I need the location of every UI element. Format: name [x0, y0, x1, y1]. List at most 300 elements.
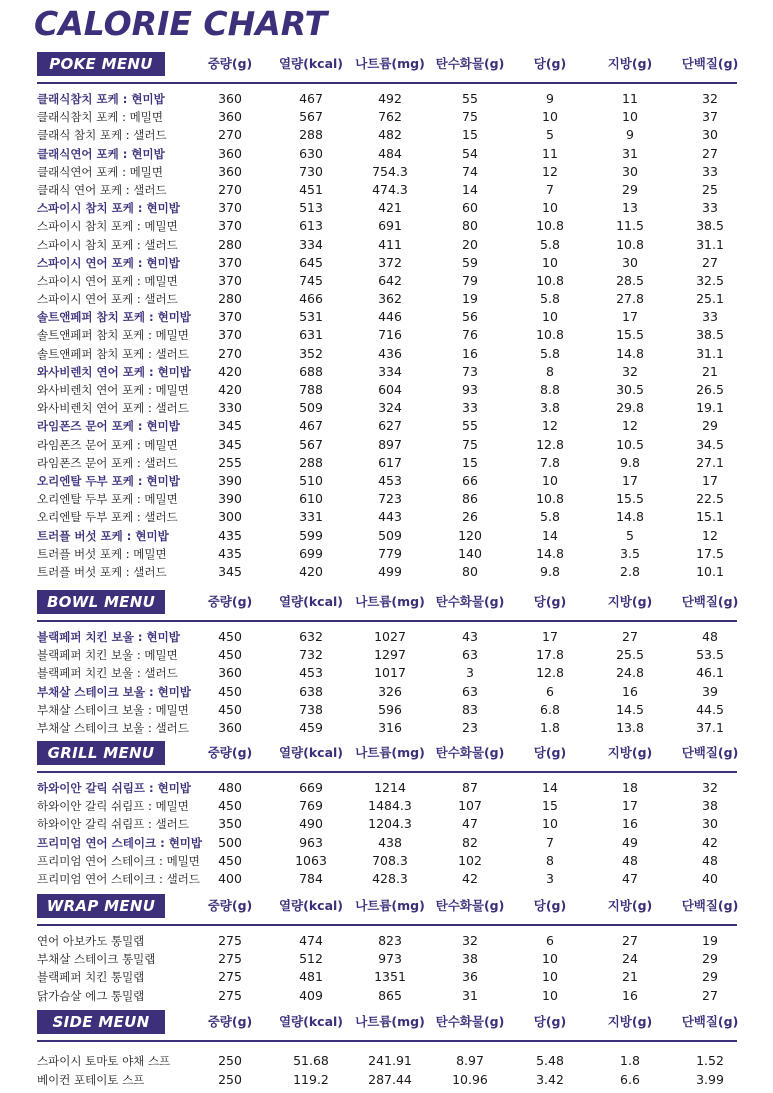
- nutrition-value: 29: [702, 418, 718, 434]
- nutrition-value: 6: [546, 933, 554, 948]
- menu-item-name: 하와이안 갈릭 쉬림프 : 현미밥: [37, 781, 191, 795]
- nutrition-value: 1017: [374, 665, 406, 681]
- nutrition-value: 450: [218, 852, 242, 868]
- nutrition-value: 450: [218, 629, 242, 644]
- nutrition-value: 509: [378, 527, 402, 543]
- section-side-meun: [0, 1010, 773, 1087]
- nutrition-value: 1484.3: [368, 798, 412, 814]
- nutrition-value: 26.5: [696, 382, 724, 397]
- menu-item-name: 오리엔탈 두부 포케 : 현미밥: [37, 473, 180, 488]
- column-header: 탄수화물(g): [435, 594, 505, 609]
- column-header: 지방(g): [607, 898, 653, 913]
- nutrition-value: 973: [378, 951, 402, 967]
- nutrition-value: 31.1: [696, 345, 724, 361]
- nutrition-value: 43: [462, 629, 478, 644]
- nutrition-value: 360: [218, 163, 242, 179]
- column-header: 중량(g): [207, 594, 253, 609]
- nutrition-value: 79: [462, 272, 478, 288]
- nutrition-value: 119.2: [293, 1071, 329, 1087]
- nutrition-value: 32.5: [696, 272, 724, 288]
- nutrition-value: 372: [378, 254, 402, 270]
- column-header: 탄수화물(g): [435, 1014, 505, 1029]
- nutrition-value: 31: [462, 987, 478, 1003]
- nutrition-value: 12: [542, 418, 558, 434]
- nutrition-value: 345: [218, 436, 242, 452]
- nutrition-value: 14.8: [616, 509, 644, 525]
- nutrition-value: 362: [378, 291, 402, 307]
- column-header: 탄수화물(g): [435, 745, 505, 760]
- nutrition-value: 31.1: [696, 236, 724, 252]
- nutrition-value: 13.8: [616, 719, 644, 735]
- section-title-badge: POKE MENU: [37, 52, 165, 76]
- menu-item-name: 프리미엄 연어 스테이크 : 현미밥: [37, 835, 203, 850]
- table-row: [0, 417, 773, 435]
- menu-item-name: 하와이안 갈릭 쉬림프 : 샐러드: [37, 817, 189, 832]
- nutrition-value: 699: [299, 545, 323, 561]
- nutrition-value: 604: [378, 382, 402, 397]
- nutrition-value: 451: [299, 181, 323, 197]
- nutrition-value: 26: [462, 509, 478, 525]
- nutrition-value: 33: [702, 309, 718, 325]
- menu-item-name: 오리엔탈 두부 포케 : 메밀면: [37, 492, 178, 507]
- nutrition-value: 37.1: [696, 719, 724, 735]
- nutrition-value: 55: [462, 91, 478, 106]
- table-rows: [0, 932, 773, 1005]
- nutrition-value: 5: [626, 527, 634, 543]
- menu-item-name: 블랙페퍼 치킨 통밀랩: [37, 970, 145, 985]
- nutrition-value: 10.8: [536, 272, 564, 288]
- nutrition-value: 482: [378, 127, 402, 143]
- nutrition-value: 51.68: [293, 1053, 329, 1068]
- nutrition-value: 5.8: [540, 236, 560, 252]
- table-row: [0, 145, 773, 163]
- table-row: [0, 664, 773, 682]
- nutrition-value: 963: [299, 834, 323, 850]
- nutrition-value: 691: [378, 218, 402, 234]
- nutrition-value: 24.8: [616, 665, 644, 681]
- menu-item-name: 클래식연어 포케 : 메밀면: [37, 164, 163, 179]
- nutrition-value: 15: [542, 798, 558, 814]
- nutrition-value: 645: [299, 254, 323, 270]
- section-grill-menu: [0, 741, 773, 886]
- nutrition-value: 82: [462, 834, 478, 850]
- nutrition-value: 745: [299, 272, 323, 288]
- column-header: 당(g): [533, 594, 567, 609]
- column-header: 나트륨(mg): [355, 1014, 425, 1029]
- nutrition-value: 474: [299, 933, 323, 948]
- nutrition-value: 17.5: [696, 545, 724, 561]
- nutrition-value: 20: [462, 236, 478, 252]
- menu-item-name: 베이컨 포테이토 스프: [37, 1072, 145, 1087]
- nutrition-value: 5: [546, 127, 554, 143]
- nutrition-value: 38.5: [696, 327, 724, 343]
- nutrition-value: 36: [462, 969, 478, 985]
- nutrition-value: 466: [299, 291, 323, 307]
- nutrition-value: 32: [622, 363, 638, 379]
- nutrition-value: 688: [299, 363, 323, 379]
- section-divider: [37, 620, 737, 622]
- menu-item-name: 부채살 스테이크 보울 : 메밀면: [37, 702, 189, 717]
- nutrition-value: 38.5: [696, 218, 724, 234]
- nutrition-value: 17: [702, 472, 718, 488]
- nutrition-value: 6.8: [540, 701, 560, 717]
- nutrition-value: 599: [299, 527, 323, 543]
- table-row: [0, 217, 773, 235]
- nutrition-value: 39: [702, 683, 718, 699]
- nutrition-value: 63: [462, 647, 478, 663]
- nutrition-value: 420: [218, 363, 242, 379]
- nutrition-value: 9: [626, 127, 634, 143]
- nutrition-value: 345: [218, 563, 242, 579]
- nutrition-value: 450: [218, 647, 242, 663]
- table-row: [0, 90, 773, 108]
- table-row: [0, 563, 773, 581]
- nutrition-value: 331: [299, 509, 323, 525]
- nutrition-value: 250: [218, 1071, 242, 1087]
- nutrition-value: 481: [299, 969, 323, 985]
- nutrition-value: 10.5: [616, 436, 644, 452]
- nutrition-value: 10: [542, 816, 558, 832]
- column-header: 당(g): [533, 745, 567, 760]
- nutrition-value: 450: [218, 798, 242, 814]
- nutrition-value: 16: [622, 987, 638, 1003]
- nutrition-value: 14.8: [616, 345, 644, 361]
- nutrition-value: 754.3: [372, 163, 408, 179]
- nutrition-value: 275: [218, 987, 242, 1003]
- nutrition-value: 492: [378, 91, 402, 106]
- nutrition-value: 23: [462, 719, 478, 735]
- nutrition-value: 10.8: [536, 327, 564, 343]
- nutrition-value: 25: [702, 181, 718, 197]
- table-row: [0, 1052, 773, 1071]
- nutrition-value: 596: [378, 701, 402, 717]
- nutrition-value: 509: [299, 400, 323, 416]
- table-row: [0, 472, 773, 490]
- column-header: 나트륨(mg): [355, 898, 425, 913]
- nutrition-value: 59: [462, 254, 478, 270]
- nutrition-value: 34.5: [696, 436, 724, 452]
- menu-item-name: 프리미엄 연어 스테이크 : 메밀면: [37, 853, 200, 868]
- table-row: [0, 646, 773, 664]
- nutrition-value: 613: [299, 218, 323, 234]
- nutrition-value: 510: [299, 472, 323, 488]
- nutrition-value: 27: [622, 629, 638, 644]
- section-poke-menu: [0, 52, 773, 579]
- nutrition-value: 76: [462, 327, 478, 343]
- nutrition-value: 453: [299, 665, 323, 681]
- column-header: 열량(kcal): [278, 594, 344, 609]
- nutrition-value: 241.91: [368, 1053, 412, 1068]
- nutrition-value: 29: [702, 969, 718, 985]
- nutrition-value: 3.42: [536, 1071, 564, 1087]
- nutrition-value: 723: [378, 491, 402, 507]
- nutrition-value: 9.8: [620, 454, 640, 470]
- table-row: [0, 852, 773, 870]
- nutrition-value: 21: [622, 969, 638, 985]
- nutrition-value: 3: [466, 665, 474, 681]
- nutrition-value: 1214: [374, 780, 406, 795]
- nutrition-value: 13: [622, 200, 638, 216]
- nutrition-value: 27.8: [616, 291, 644, 307]
- nutrition-value: 779: [378, 545, 402, 561]
- table-rows: [0, 628, 773, 737]
- nutrition-value: 75: [462, 109, 478, 125]
- nutrition-value: 531: [299, 309, 323, 325]
- nutrition-value: 30: [702, 816, 718, 832]
- table-row: [0, 436, 773, 454]
- nutrition-value: 6.6: [620, 1071, 640, 1087]
- table-row: [0, 870, 773, 888]
- column-header: 열량(kcal): [278, 56, 344, 71]
- nutrition-value: 480: [218, 780, 242, 795]
- nutrition-value: 345: [218, 418, 242, 434]
- nutrition-value: 360: [218, 665, 242, 681]
- nutrition-value: 21: [702, 363, 718, 379]
- column-header: 탄수화물(g): [435, 898, 505, 913]
- nutrition-value: 409: [299, 987, 323, 1003]
- table-row: [0, 834, 773, 852]
- table-row: [0, 545, 773, 563]
- nutrition-value: 334: [299, 236, 323, 252]
- nutrition-value: 716: [378, 327, 402, 343]
- nutrition-value: 500: [218, 834, 242, 850]
- table-row: [0, 527, 773, 545]
- nutrition-value: 370: [218, 309, 242, 325]
- nutrition-value: 443: [378, 509, 402, 525]
- table-row: [0, 1071, 773, 1090]
- column-header: 중량(g): [207, 898, 253, 913]
- nutrition-value: 499: [378, 563, 402, 579]
- nutrition-value: 30: [622, 254, 638, 270]
- nutrition-value: 474.3: [372, 181, 408, 197]
- nutrition-value: 12: [622, 418, 638, 434]
- nutrition-value: 87: [462, 780, 478, 795]
- nutrition-value: 27: [702, 254, 718, 270]
- nutrition-value: 400: [218, 870, 242, 886]
- menu-item-name: 클래식연어 포케 : 현미밥: [37, 146, 165, 161]
- section-header: [0, 1010, 773, 1035]
- nutrition-value: 66: [462, 472, 478, 488]
- column-header: 열량(kcal): [278, 898, 344, 913]
- nutrition-value: 275: [218, 969, 242, 985]
- menu-item-name: 솔트앤페퍼 참치 포케 : 메밀면: [37, 328, 189, 343]
- menu-item-name: 부채살 스테이크 통밀랩: [37, 952, 156, 967]
- nutrition-value: 8: [546, 363, 554, 379]
- column-header: 당(g): [533, 56, 567, 71]
- table-row: [0, 797, 773, 815]
- column-header: 나트륨(mg): [355, 745, 425, 760]
- nutrition-value: 1063: [295, 852, 327, 868]
- nutrition-value: 10: [542, 109, 558, 125]
- menu-item-name: 블랙페퍼 치킨 보울 : 현미밥: [37, 630, 180, 644]
- nutrition-value: 15.5: [616, 327, 644, 343]
- nutrition-value: 610: [299, 491, 323, 507]
- nutrition-value: 44.5: [696, 701, 724, 717]
- nutrition-value: 16: [622, 816, 638, 832]
- nutrition-value: 93: [462, 382, 478, 397]
- nutrition-value: 300: [218, 509, 242, 525]
- column-header: 당(g): [533, 1014, 567, 1029]
- nutrition-value: 14: [542, 527, 558, 543]
- nutrition-value: 27: [622, 933, 638, 948]
- table-row: [0, 987, 773, 1005]
- menu-item-name: 클래식 연어 포케 : 샐러드: [37, 182, 167, 197]
- menu-item-name: 와사비렌치 연어 포케 : 샐러드: [37, 401, 189, 416]
- nutrition-value: 270: [218, 345, 242, 361]
- nutrition-value: 897: [378, 436, 402, 452]
- nutrition-value: 467: [299, 418, 323, 434]
- nutrition-value: 617: [378, 454, 402, 470]
- column-header: 단백질(g): [681, 745, 739, 760]
- nutrition-value: 5.48: [536, 1053, 564, 1068]
- menu-item-name: 솔트앤페퍼 참치 포케 : 현미밥: [37, 310, 191, 325]
- nutrition-value: 53.5: [696, 647, 724, 663]
- nutrition-value: 3.5: [620, 545, 640, 561]
- section-header: [0, 741, 773, 766]
- nutrition-value: 6: [546, 683, 554, 699]
- nutrition-value: 48: [702, 852, 718, 868]
- section-bowl-menu: [0, 590, 773, 735]
- nutrition-value: 632: [299, 629, 323, 644]
- menu-item-name: 블랙페퍼 치킨 보울 : 메밀면: [37, 648, 178, 663]
- menu-item-name: 라임폰즈 문어 포케 : 메밀면: [37, 437, 178, 452]
- nutrition-value: 360: [218, 145, 242, 161]
- menu-item-name: 닭가슴살 에그 통밀랩: [37, 988, 145, 1003]
- menu-item-name: 트러플 버섯 포케 : 메밀면: [37, 546, 167, 561]
- nutrition-value: 5.8: [540, 291, 560, 307]
- nutrition-value: 428.3: [372, 870, 408, 886]
- nutrition-value: 17: [622, 472, 638, 488]
- nutrition-value: 14.5: [616, 701, 644, 717]
- nutrition-value: 11: [542, 145, 558, 161]
- nutrition-value: 334: [378, 363, 402, 379]
- nutrition-value: 19.1: [696, 400, 724, 416]
- table-row: [0, 701, 773, 719]
- column-header: 나트륨(mg): [355, 594, 425, 609]
- nutrition-value: 275: [218, 933, 242, 948]
- section-header: [0, 52, 773, 77]
- menu-item-name: 프리미엄 연어 스테이크 : 샐러드: [37, 871, 200, 886]
- nutrition-value: 435: [218, 527, 242, 543]
- nutrition-value: 86: [462, 491, 478, 507]
- nutrition-value: 9: [546, 91, 554, 106]
- nutrition-value: 80: [462, 563, 478, 579]
- nutrition-value: 31: [622, 145, 638, 161]
- menu-item-name: 부채살 스테이크 보울 : 현미밥: [37, 684, 191, 699]
- menu-item-name: 트러플 버섯 포케 : 샐러드: [37, 564, 167, 579]
- table-row: [0, 454, 773, 472]
- section-divider: [37, 924, 737, 926]
- nutrition-value: 38: [702, 798, 718, 814]
- table-row: [0, 163, 773, 181]
- nutrition-value: 63: [462, 683, 478, 699]
- nutrition-value: 446: [378, 309, 402, 325]
- nutrition-value: 567: [299, 436, 323, 452]
- table-row: [0, 326, 773, 344]
- nutrition-value: 40: [702, 870, 718, 886]
- menu-item-name: 트러플 버섯 포케 : 현미밥: [37, 528, 169, 543]
- nutrition-value: 435: [218, 545, 242, 561]
- nutrition-value: 421: [378, 200, 402, 216]
- nutrition-value: 2.8: [620, 563, 640, 579]
- nutrition-value: 1.8: [620, 1053, 640, 1068]
- section-title-badge: BOWL MENU: [37, 590, 165, 614]
- nutrition-value: 316: [378, 719, 402, 735]
- nutrition-value: 10.8: [536, 218, 564, 234]
- nutrition-value: 390: [218, 472, 242, 488]
- table-row: [0, 399, 773, 417]
- menu-item-name: 스파이시 참치 포케 : 샐러드: [37, 237, 178, 252]
- column-header: 열량(kcal): [278, 745, 344, 760]
- nutrition-value: 450: [218, 701, 242, 717]
- nutrition-value: 669: [299, 780, 323, 795]
- nutrition-value: 436: [378, 345, 402, 361]
- nutrition-value: 280: [218, 291, 242, 307]
- nutrition-value: 83: [462, 701, 478, 717]
- page-title: CALORIE CHART: [34, 4, 328, 43]
- nutrition-value: 567: [299, 109, 323, 125]
- menu-item-name: 오리엔탈 두부 포케 : 샐러드: [37, 510, 178, 525]
- nutrition-value: 29.8: [616, 400, 644, 416]
- menu-item-name: 클래식참치 포케 : 현미밥: [37, 92, 165, 106]
- nutrition-value: 512: [299, 951, 323, 967]
- nutrition-value: 11: [622, 91, 638, 106]
- nutrition-value: 10.8: [536, 491, 564, 507]
- nutrition-value: 708.3: [372, 852, 408, 868]
- nutrition-value: 5.8: [540, 345, 560, 361]
- table-rows: [0, 1052, 773, 1089]
- nutrition-value: 32: [462, 933, 478, 948]
- nutrition-value: 513: [299, 200, 323, 216]
- table-row: [0, 381, 773, 399]
- nutrition-value: 288: [299, 127, 323, 143]
- menu-item-name: 스파이시 토마토 야채 스프: [37, 1054, 171, 1068]
- nutrition-value: 370: [218, 254, 242, 270]
- menu-item-name: 솔트앤페퍼 참치 포케 : 샐러드: [37, 346, 189, 361]
- section-divider: [37, 1040, 737, 1042]
- menu-item-name: 연어 아보카도 통밀랩: [37, 934, 145, 948]
- nutrition-value: 7.8: [540, 454, 560, 470]
- menu-item-name: 클래식참치 포케 : 메밀면: [37, 110, 163, 125]
- table-row: [0, 254, 773, 272]
- table-row: [0, 363, 773, 381]
- nutrition-value: 24: [622, 951, 638, 967]
- nutrition-value: 10: [542, 472, 558, 488]
- section-title-badge: SIDE MEUN: [37, 1010, 165, 1034]
- menu-item-name: 스파이시 연어 포케 : 현미밥: [37, 255, 180, 270]
- column-header: 중량(g): [207, 745, 253, 760]
- nutrition-value: 17.8: [536, 647, 564, 663]
- nutrition-value: 10: [542, 200, 558, 216]
- section-title-badge: GRILL MENU: [37, 741, 165, 765]
- nutrition-value: 1.8: [540, 719, 560, 735]
- nutrition-value: 10: [542, 951, 558, 967]
- column-header: 나트륨(mg): [355, 56, 425, 71]
- nutrition-value: 14: [462, 181, 478, 197]
- table-row: [0, 236, 773, 254]
- nutrition-value: 370: [218, 218, 242, 234]
- nutrition-value: 15: [462, 127, 478, 143]
- nutrition-value: 370: [218, 327, 242, 343]
- nutrition-value: 453: [378, 472, 402, 488]
- table-row: [0, 719, 773, 737]
- table-row: [0, 290, 773, 308]
- menu-item-name: 부채살 스테이크 보울 : 샐러드: [37, 720, 189, 735]
- nutrition-value: 360: [218, 719, 242, 735]
- nutrition-value: 270: [218, 181, 242, 197]
- nutrition-value: 10: [542, 254, 558, 270]
- nutrition-value: 37: [702, 109, 718, 125]
